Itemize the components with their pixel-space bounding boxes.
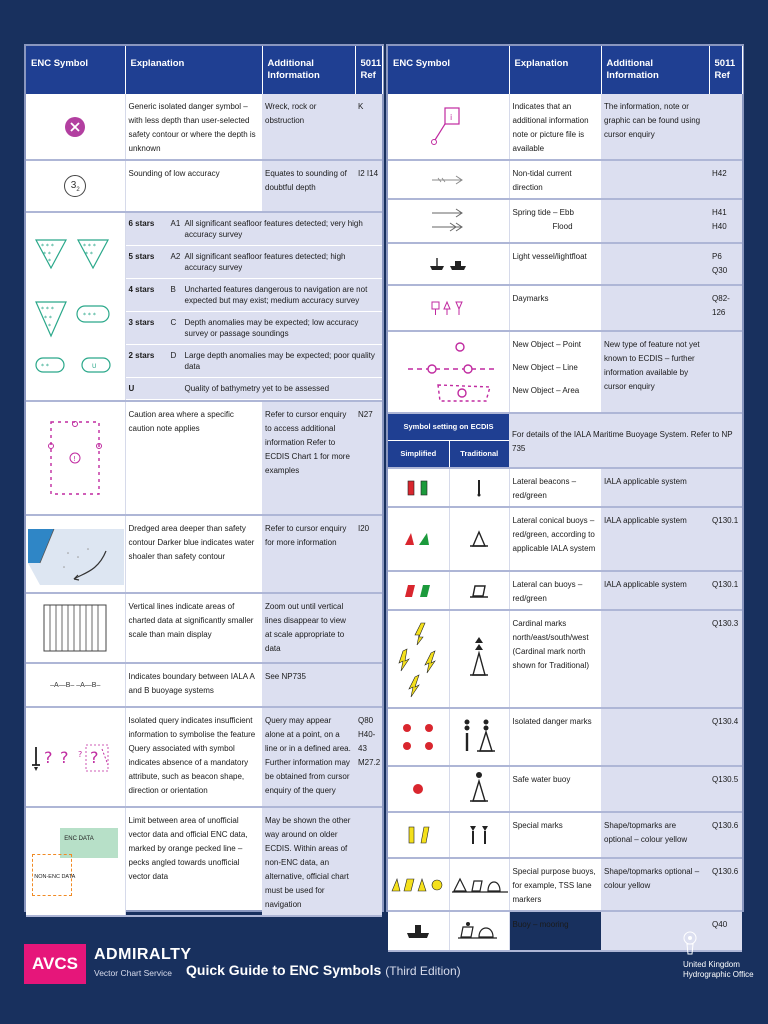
explanation-cell: Indicates boundary between IALA A and B buoyage systems bbox=[125, 663, 262, 707]
svg-text:* *: * * bbox=[44, 314, 53, 322]
footer bbox=[0, 930, 768, 1000]
explanation-cell: Generic isolated danger symbol – with less depth than user-selected safety contour or where the depth is unknown bbox=[125, 94, 262, 160]
explanation-cell: Dredged area deeper than safety contour Darker blue indicates water shoaler than safety contour bbox=[125, 515, 262, 593]
table-row bbox=[388, 858, 742, 911]
ref-cell: H42 bbox=[709, 160, 742, 199]
svg-text:?: ? bbox=[44, 748, 53, 767]
svg-text:* *: * * bbox=[41, 362, 50, 370]
additional-cell: Shape/topmarks optional – colour yellow bbox=[601, 858, 709, 911]
additional-cell: Refer to cursor enquiry to access additional information Refer to ECDIS Chart 1 for more examples bbox=[262, 401, 355, 515]
list-item bbox=[126, 312, 383, 345]
lateral-conical-simplified-icon bbox=[388, 507, 449, 571]
star-text: Uncharted features dangerous to navigation are not expected but may exist; medium accuracy survey bbox=[184, 285, 368, 305]
star-count: 3 stars bbox=[128, 318, 155, 327]
star-text: All significant seafloor features detected; high accuracy survey bbox=[184, 252, 346, 272]
additional-cell: IALA applicable system bbox=[601, 507, 709, 571]
col-header-additional: Additional Information bbox=[262, 46, 355, 94]
ref-cell: Q130.6 bbox=[709, 858, 742, 911]
additional-cell: IALA applicable system bbox=[601, 571, 709, 610]
ref-cell bbox=[355, 593, 382, 663]
table-row bbox=[26, 593, 382, 663]
cardinal-simplified-icon bbox=[388, 610, 449, 708]
additional-cell: IALA applicable system bbox=[601, 468, 709, 507]
special-purpose-simplified-icon bbox=[388, 858, 449, 911]
left-symbol-table-panel bbox=[24, 44, 384, 912]
explanation-cell: Special purpose buoys, for example, TSS lane markers bbox=[509, 858, 601, 911]
special-purpose-traditional-icon bbox=[449, 858, 509, 911]
isolated-danger-symbol bbox=[26, 94, 125, 160]
additional-cell bbox=[601, 243, 709, 285]
light-vessel-icon bbox=[388, 243, 509, 285]
table-row bbox=[388, 507, 742, 571]
new-object-point-label: New Object – Point bbox=[512, 340, 581, 349]
star-count: 2 stars bbox=[128, 351, 155, 360]
additional-cell: May be shown the other way around on older ECDIS. Within areas of non-ENC data, an alternative, official chart must be used for navigation bbox=[262, 807, 355, 916]
ref-cell: Q80 H40-43 M27.2 bbox=[355, 707, 382, 807]
explanation-cell: Vertical lines indicate areas of charted data at significantly smaller scale than main display bbox=[125, 593, 262, 663]
iala-boundary-symbol bbox=[26, 663, 125, 707]
daymark-icon bbox=[388, 285, 509, 331]
table-row bbox=[388, 812, 742, 858]
col-header-ref: 5011 Ref bbox=[709, 46, 742, 94]
additional-info-symbol bbox=[388, 94, 509, 160]
col-header-explanation: Explanation bbox=[509, 46, 601, 94]
table-row bbox=[26, 663, 382, 707]
low-accuracy-sounding-symbol bbox=[26, 160, 125, 212]
sounding-digit: 3 bbox=[70, 180, 77, 191]
svg-text:?: ? bbox=[78, 750, 83, 759]
table-row-zoc-stars bbox=[26, 212, 382, 401]
additional-cell: New type of feature not yet known to ECDIS – further information available by cursor enquiry bbox=[601, 331, 709, 413]
ref-cell: I2 I14 bbox=[355, 160, 382, 212]
col-header-ref: 5011 Ref bbox=[355, 46, 382, 94]
enc-data-label: ENC DATA bbox=[64, 835, 94, 842]
additional-cell bbox=[601, 708, 709, 766]
star-count: U bbox=[128, 384, 135, 393]
brand-subtitle: Vector Chart Service bbox=[94, 968, 172, 978]
left-symbol-table bbox=[26, 46, 383, 917]
additional-cell: Equates to sounding of doubtful depth bbox=[262, 160, 355, 212]
caution-area-symbol bbox=[26, 401, 125, 515]
svg-text:* *: * * bbox=[43, 250, 52, 258]
additional-cell bbox=[601, 610, 709, 708]
table-row bbox=[26, 160, 382, 212]
sounding-subscript: 2 bbox=[76, 187, 80, 193]
table-row bbox=[388, 94, 742, 160]
table-row bbox=[388, 243, 742, 285]
star-text: Quality of bathymetry yet to be assessed bbox=[184, 384, 330, 393]
explanation-cell: Special marks bbox=[509, 812, 601, 858]
safe-water-simplified-icon bbox=[388, 766, 449, 812]
explanation-cell bbox=[509, 331, 601, 413]
table-row bbox=[26, 401, 382, 515]
star-code: A2 bbox=[170, 252, 181, 261]
dredged-area-symbol bbox=[26, 515, 125, 593]
svg-text:*: * bbox=[48, 322, 52, 330]
ebb-label: Spring tide – Ebb bbox=[512, 208, 574, 217]
explanation-cell: Non-tidal current direction bbox=[509, 160, 601, 199]
list-item bbox=[126, 279, 383, 312]
svg-text:!: ! bbox=[73, 455, 77, 463]
svg-text:* * *: * * * bbox=[83, 311, 97, 319]
ref-cell bbox=[709, 94, 742, 160]
ref-cell bbox=[355, 807, 382, 916]
explanation-cell: Caution area where a specific caution note applies bbox=[125, 401, 262, 515]
ref-cell: Q130.4 bbox=[709, 708, 742, 766]
special-mark-traditional-icon bbox=[449, 812, 509, 858]
explanation-cell: Lateral conical buoys – red/green, according to applicable IALA system bbox=[509, 507, 601, 571]
right-symbol-table bbox=[388, 46, 743, 952]
new-object-area-label: New Object – Area bbox=[512, 386, 580, 395]
table-row bbox=[388, 766, 742, 812]
explanation-cell: Lateral can buoys – red/green bbox=[509, 571, 601, 610]
star-code: A1 bbox=[170, 219, 181, 228]
star-code: B bbox=[170, 285, 176, 294]
tidal-stream-icon bbox=[388, 199, 509, 243]
additional-cell bbox=[601, 766, 709, 812]
explanation-cell: Isolated query indicates insufficient information to symbolise the feature Query associated with symbol indicates absence of a mandatory attribute, such as beacon shape, direction or orientation bbox=[125, 707, 262, 807]
guide-title-text: Quick Guide to ENC Symbols bbox=[186, 962, 382, 978]
new-object-icon bbox=[388, 331, 509, 413]
explanation-cell bbox=[509, 199, 601, 243]
ref-cell bbox=[355, 663, 382, 707]
col-header-symbol: ENC Symbol bbox=[388, 46, 509, 94]
flood-label: Flood bbox=[552, 222, 573, 231]
explanation-cell: Buoy – mooring bbox=[509, 911, 601, 951]
lateral-can-simplified-icon bbox=[388, 571, 449, 610]
ref-cell: N27 bbox=[355, 401, 382, 515]
col-header-symbol: ENC Symbol bbox=[26, 46, 125, 94]
admiralty-brand: ADMIRALTY bbox=[94, 946, 192, 963]
table-row bbox=[26, 515, 382, 593]
star-code: D bbox=[170, 351, 177, 360]
ref-cell bbox=[709, 331, 742, 413]
traditional-column-header: Traditional bbox=[449, 441, 509, 469]
star-text: Depth anomalies may be expected; low accuracy survey or passage soundings bbox=[184, 318, 359, 338]
col-header-explanation: Explanation bbox=[125, 46, 262, 94]
table-row bbox=[388, 285, 742, 331]
buoyage-note: For details of the IALA Maritime Buoyage System. Refer to NP 735 bbox=[509, 413, 742, 468]
star-code bbox=[168, 378, 182, 399]
ref-cell: Q130.1 bbox=[709, 571, 742, 610]
svg-text:*: * bbox=[48, 257, 52, 265]
col-header-additional: Additional Information bbox=[601, 46, 709, 94]
additional-cell: The information, note or graphic can be found using cursor enquiry bbox=[601, 94, 709, 160]
ref-cell: P6 Q30 bbox=[709, 243, 742, 285]
ref-cell: K bbox=[355, 94, 382, 160]
zoc-star-symbols bbox=[26, 212, 125, 401]
additional-cell bbox=[601, 285, 709, 331]
ref-cell: Q82-126 bbox=[709, 285, 742, 331]
explanation-cell: Lateral beacons – red/green bbox=[509, 468, 601, 507]
explanation-cell: Daymarks bbox=[509, 285, 601, 331]
table-row bbox=[388, 708, 742, 766]
table-row bbox=[26, 94, 382, 160]
svg-text:?: ? bbox=[60, 748, 69, 767]
additional-cell: Zoom out until vertical lines disappear to view at scale appropriate to data bbox=[262, 593, 355, 663]
svg-text:* * *: * * * bbox=[41, 242, 55, 250]
lateral-conical-traditional-icon bbox=[449, 507, 509, 571]
zoc-star-list bbox=[125, 212, 382, 401]
table-row bbox=[388, 331, 742, 413]
edition-label: (Third Edition) bbox=[385, 964, 461, 978]
ref-cell: Q130.5 bbox=[709, 766, 742, 812]
star-count: 4 stars bbox=[128, 285, 155, 294]
crest-icon bbox=[683, 930, 697, 956]
non-enc-limit-symbol bbox=[26, 807, 125, 916]
star-text: Large depth anomalies may be expected; poor quality data bbox=[184, 351, 375, 371]
svg-text:?: ? bbox=[90, 748, 99, 767]
avcs-logo-badge: AVCS bbox=[24, 944, 86, 984]
additional-cell: Refer to cursor enquiry for more information bbox=[262, 515, 355, 593]
list-item bbox=[126, 246, 383, 279]
ref-cell: Q40 bbox=[709, 911, 742, 951]
explanation-cell: Indicates that an additional information note or picture file is available bbox=[509, 94, 601, 160]
additional-cell: Query may appear alone at a point, on a line or in a defined area. Further information may be obtained from cursor enquiry of the query bbox=[262, 707, 355, 807]
explanation-cell: Safe water buoy bbox=[509, 766, 601, 812]
explanation-cell: Sounding of low accuracy bbox=[125, 160, 262, 212]
ref-cell: Q130.1 bbox=[709, 507, 742, 571]
explanation-cell: Limit between area of unofficial vector data and official ENC data, marked by orange pecked line – pecks angled towards unofficial vector data bbox=[125, 807, 262, 916]
ref-cell bbox=[709, 468, 742, 507]
list-item bbox=[126, 378, 383, 400]
ref-cell: I20 bbox=[355, 515, 382, 593]
query-symbols bbox=[26, 707, 125, 807]
list-item bbox=[126, 213, 383, 246]
table-row bbox=[388, 199, 742, 243]
additional-cell: See NP735 bbox=[262, 663, 355, 707]
lateral-beacon-traditional-icon bbox=[449, 468, 509, 507]
table-row bbox=[388, 610, 742, 708]
ref-cell: H41 H40 bbox=[709, 199, 742, 243]
svg-text:U: U bbox=[92, 362, 97, 370]
additional-cell bbox=[601, 160, 709, 199]
star-text: All significant seafloor features detected; very high accuracy survey bbox=[184, 219, 363, 239]
table-row bbox=[26, 807, 382, 916]
ecdis-setting-header: Symbol setting on ECDIS bbox=[388, 413, 509, 441]
smaller-scale-data-symbol bbox=[26, 593, 125, 663]
table-row bbox=[26, 707, 382, 807]
svg-text:* * *: * * * bbox=[83, 242, 97, 250]
special-mark-simplified-icon bbox=[388, 812, 449, 858]
table-row bbox=[388, 468, 742, 507]
explanation-cell: Cardinal marks north/east/south/west (Cardinal mark north shown for Traditional) bbox=[509, 610, 601, 708]
lateral-beacon-simplified-icon bbox=[388, 468, 449, 507]
ukho-line-1: United Kingdom bbox=[683, 960, 740, 969]
table-row bbox=[388, 571, 742, 610]
non-enc-data-label: NON-ENC DATA bbox=[34, 873, 76, 880]
star-count: 6 stars bbox=[128, 219, 155, 228]
ukho-name bbox=[683, 960, 754, 980]
svg-text:* * *: * * * bbox=[41, 305, 55, 313]
cardinal-traditional-icon bbox=[449, 610, 509, 708]
star-code: C bbox=[170, 318, 177, 327]
explanation-cell: Light vessel/lightfloat bbox=[509, 243, 601, 285]
additional-cell: Wreck, rock or obstruction bbox=[262, 94, 355, 160]
table-row bbox=[388, 160, 742, 199]
additional-cell: Shape/topmarks are optional – colour yellow bbox=[601, 812, 709, 858]
ref-cell: Q130.3 bbox=[709, 610, 742, 708]
current-direction-icon bbox=[388, 160, 509, 199]
lateral-can-traditional-icon bbox=[449, 571, 509, 610]
simplified-column-header: Simplified bbox=[388, 441, 449, 469]
additional-cell bbox=[601, 199, 709, 243]
right-symbol-table-panel bbox=[386, 44, 744, 929]
ukho-line-2: Hydrographic Office bbox=[683, 970, 754, 979]
list-item bbox=[126, 345, 383, 378]
guide-title bbox=[186, 962, 461, 978]
explanation-cell: Isolated danger marks bbox=[509, 708, 601, 766]
isolated-danger-simplified-icon bbox=[388, 708, 449, 766]
safe-water-traditional-icon bbox=[449, 766, 509, 812]
svg-text:* *: * * bbox=[85, 250, 94, 258]
svg-text:i: i bbox=[450, 112, 453, 122]
isolated-danger-traditional-icon bbox=[449, 708, 509, 766]
star-count: 5 stars bbox=[128, 252, 155, 261]
ref-cell: Q130.6 bbox=[709, 812, 742, 858]
new-object-line-label: New Object – Line bbox=[512, 363, 578, 372]
boundary-label: –A—B– –A—B– bbox=[50, 681, 101, 689]
